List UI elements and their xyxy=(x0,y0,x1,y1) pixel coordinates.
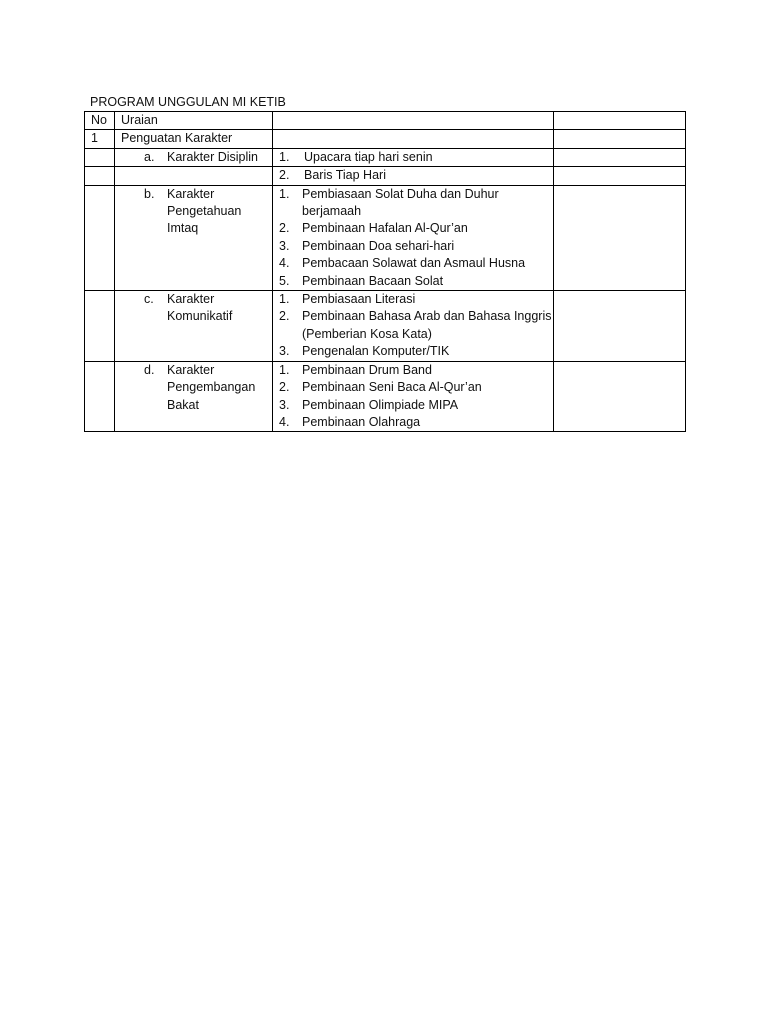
section-label: Karakter Pengetahuan Imtaq xyxy=(167,186,242,236)
item-number: 5. xyxy=(279,273,290,288)
item-number: 1. xyxy=(279,186,290,201)
item-number: 2. xyxy=(279,221,290,236)
item-text: Pembiasaan Solat Duha dan Duhur berjamaah xyxy=(302,186,499,219)
document-title: PROGRAM UNGGULAN MI KETIB xyxy=(90,95,286,109)
section-a-item-2-cell xyxy=(273,167,554,185)
section-c-list xyxy=(279,291,553,361)
list-item xyxy=(279,238,553,255)
list-item xyxy=(279,379,553,396)
item-text: Pengenalan Komputer/TIK xyxy=(302,344,450,359)
section-d-items-cell xyxy=(273,361,554,432)
program-number: 1 xyxy=(85,130,115,148)
section-label: Karakter Disiplin xyxy=(167,149,259,164)
empty-no-cell xyxy=(85,291,115,362)
header-col4 xyxy=(554,112,686,130)
section-a-item-1-cell xyxy=(273,148,554,166)
section-d-cell xyxy=(115,361,273,432)
item-text: Pembacaan Solawat dan Asmaul Husna xyxy=(302,256,526,271)
program-col4 xyxy=(554,130,686,148)
item-text: Pembinaan Bahasa Arab dan Bahasa Inggris (Pemberian Kosa Kata) xyxy=(302,309,552,341)
item-number: 4. xyxy=(279,256,290,271)
section-c-cell xyxy=(115,291,273,362)
list-item xyxy=(279,186,553,221)
section-d-entry xyxy=(121,362,272,414)
item-number: 4. xyxy=(279,414,290,429)
section-a-list xyxy=(279,167,553,184)
section-a-list xyxy=(279,149,553,166)
table-row xyxy=(85,185,686,290)
header-no: No xyxy=(85,112,115,130)
item-text: Baris Tiap Hari xyxy=(304,168,386,183)
section-b-items-cell xyxy=(273,185,554,290)
item-text: Pembiasaan Literasi xyxy=(302,292,416,307)
section-label: Karakter Pengembangan Bakat xyxy=(167,362,256,412)
list-item xyxy=(279,291,553,308)
item-number: 2. xyxy=(279,309,290,324)
program-col3 xyxy=(273,130,554,148)
item-number: 1. xyxy=(279,362,290,377)
list-item xyxy=(279,414,553,431)
section-label: Karakter Komunikatif xyxy=(167,292,233,324)
empty-notes-cell xyxy=(554,291,686,362)
section-a-entry xyxy=(121,149,272,166)
section-b-cell xyxy=(115,185,273,290)
table-row xyxy=(85,148,686,166)
item-number: 2. xyxy=(279,380,290,395)
item-text: Pembinaan Olahraga xyxy=(302,414,421,429)
item-text: Upacara tiap hari senin xyxy=(304,149,433,164)
item-text: Pembinaan Bacaan Solat xyxy=(302,273,444,288)
item-text: Pembinaan Seni Baca Al-Qur’an xyxy=(302,380,482,395)
item-text: Pembinaan Drum Band xyxy=(302,362,432,377)
table-row xyxy=(85,361,686,432)
header-col3 xyxy=(273,112,554,130)
section-letter: c. xyxy=(144,292,154,307)
section-c-entry xyxy=(121,291,272,326)
empty-no-cell xyxy=(85,361,115,432)
list-item xyxy=(279,149,553,166)
list-item xyxy=(279,362,553,379)
item-number: 3. xyxy=(279,344,290,359)
empty-no-cell xyxy=(85,185,115,290)
item-number: 2. xyxy=(279,168,290,183)
empty-notes-cell xyxy=(554,148,686,166)
header-row xyxy=(85,112,686,130)
list-item xyxy=(279,343,553,360)
table-row xyxy=(85,291,686,362)
table-row xyxy=(85,167,686,185)
header-uraian: Uraian xyxy=(115,112,273,130)
item-number: 3. xyxy=(279,238,290,253)
section-letter: d. xyxy=(144,362,155,377)
section-a-cell xyxy=(115,148,273,166)
item-text: Pembinaan Olimpiade MIPA xyxy=(302,397,459,412)
list-item xyxy=(279,167,553,184)
item-text: Pembinaan Hafalan Al-Qur’an xyxy=(302,221,468,236)
item-text: Pembinaan Doa sehari-hari xyxy=(302,238,455,253)
section-d-list xyxy=(279,362,553,432)
program-label: Penguatan Karakter xyxy=(115,130,273,148)
list-item xyxy=(279,273,553,290)
program-row xyxy=(85,130,686,148)
empty-notes-cell xyxy=(554,167,686,185)
empty-notes-cell xyxy=(554,361,686,432)
section-letter: a. xyxy=(144,149,155,164)
empty-no-cell xyxy=(85,148,115,166)
item-number: 3. xyxy=(279,397,290,412)
empty-notes-cell xyxy=(554,185,686,290)
section-c-items-cell xyxy=(273,291,554,362)
section-b-list xyxy=(279,186,553,290)
list-item xyxy=(279,255,553,272)
section-b-entry xyxy=(121,186,272,238)
item-number: 1. xyxy=(279,149,290,164)
program-table xyxy=(84,111,686,432)
list-item xyxy=(279,397,553,414)
list-item xyxy=(279,308,553,343)
section-letter: b. xyxy=(144,186,155,201)
empty-no-cell xyxy=(85,167,115,185)
item-number: 1. xyxy=(279,292,290,307)
list-item xyxy=(279,220,553,237)
empty-uraian-cell xyxy=(115,167,273,185)
